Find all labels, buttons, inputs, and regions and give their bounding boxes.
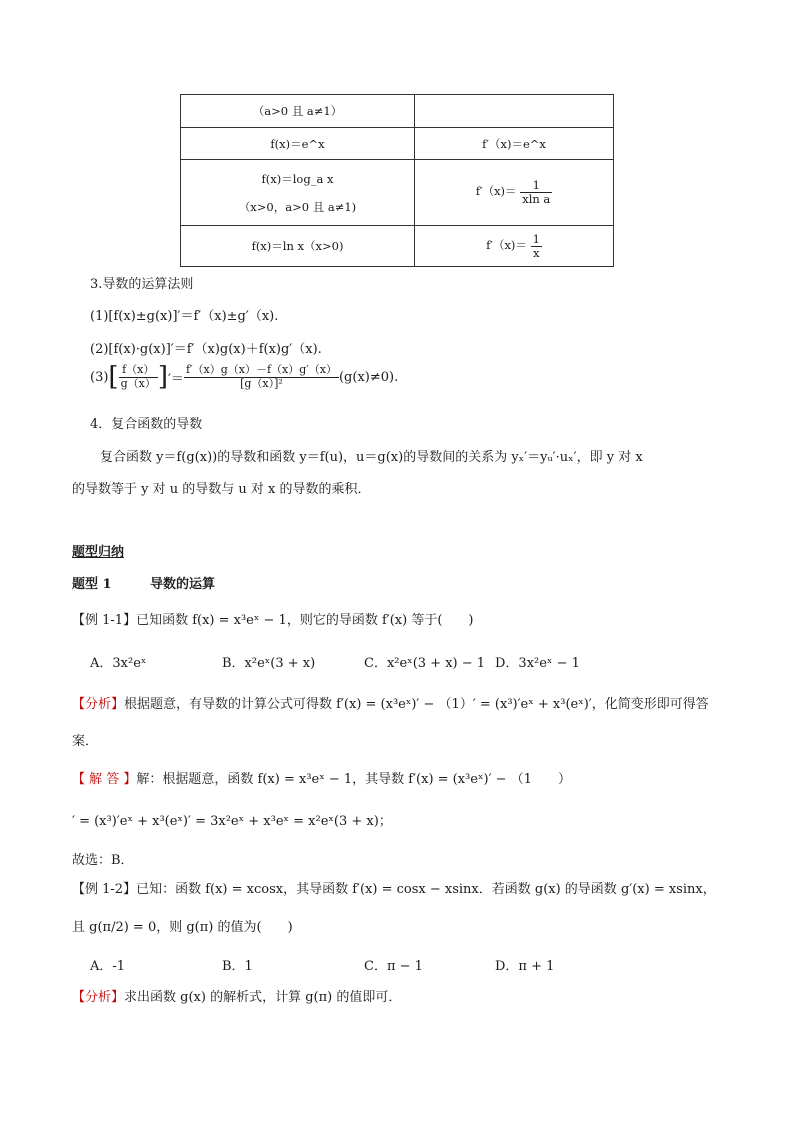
option-a: A．3x²eˣ xyxy=(90,656,147,671)
table-row xyxy=(181,128,614,160)
rule-prefix: (3) xyxy=(90,369,109,385)
fraction xyxy=(184,364,339,389)
fraction-numerator: f′（x）g（x）－f（x）g′（x） xyxy=(185,363,337,377)
option-b: B．1 xyxy=(222,959,253,974)
rule-sum: (1)[f(x)±g(x)]′＝f′（x)±g′（x). xyxy=(90,309,279,324)
type-label: 题型 1 xyxy=(72,577,112,592)
type-title: 导数的运算 xyxy=(150,577,216,592)
paragraph-line: 的导数等于 y 对 u 的导数与 u 对 x 的导数的乘积． xyxy=(72,482,371,497)
fraction-denominator: g（x） xyxy=(120,376,156,390)
fraction xyxy=(531,233,542,259)
rule-quotient xyxy=(90,362,398,392)
analysis xyxy=(72,693,709,712)
bracket-right: ] xyxy=(157,362,168,392)
formula-log-condition: （x>0，a>0 且 a≠1) xyxy=(238,199,357,214)
example-question-continuation: 且 g(π/2) = 0，则 g(π) 的值为( ) xyxy=(72,920,293,935)
analysis-text: 根据题意，有导数的计算公式可得数 f′(x) = (x³eˣ)′ − （1）′ = (x³)′eˣ + x³(eˣ)′，化简变形即可得答 xyxy=(124,697,709,712)
example-question: 【例 1-1】已知函数 f(x) = x³eˣ − 1，则它的导函数 f′(x) 等于( ) xyxy=(72,613,474,628)
table-cell: （a>0 且 a≠1） xyxy=(181,95,415,128)
answer-continuation: ′ = (x³)′eˣ + x³(eˣ)′ = 3x²eˣ + x³eˣ = x²eˣ(3 + x)； xyxy=(72,814,392,829)
rule-product: (2)[f(x)·g(x)]′＝f′（x)g(x)＋f(x)g′（x). xyxy=(90,342,322,357)
table-cell xyxy=(415,226,614,267)
fraction-numerator: 1 xyxy=(520,179,552,193)
section-heading: 4．复合函数的导数 xyxy=(90,417,203,432)
table-row xyxy=(181,226,614,267)
fraction-numerator: 1 xyxy=(532,231,540,246)
option-d: D．3x²eˣ − 1 xyxy=(495,656,580,671)
option-d: D．π + 1 xyxy=(495,959,555,974)
formula-log: f(x)＝log_a x xyxy=(261,171,334,186)
paragraph-line: 复合函数 y＝f(g(x))的导数和函数 y＝f(u)，u＝g(x)的导数间的关系为 yₓ′＝yᵤ′·uₓ′，即 y 对 x xyxy=(100,450,643,465)
analysis xyxy=(72,986,401,1005)
fraction-denominator: x xyxy=(532,245,540,260)
analysis-tag: 【分析】 xyxy=(72,697,125,712)
analysis-text: 求出函数 g(x) 的解析式，计算 g(π) 的值即可． xyxy=(124,990,402,1005)
formula-prefix: f′（x)＝ xyxy=(475,184,517,199)
table-cell: f(x)＝e^x xyxy=(181,128,415,160)
summary-title: 题型归纳 xyxy=(72,545,125,560)
section-heading: 3.导数的运算法则 xyxy=(90,277,194,292)
table-row xyxy=(181,95,614,128)
answer-tag: 【 解 答 】 xyxy=(72,772,137,787)
rule-suffix: (g(x)≠0). xyxy=(338,369,399,385)
table-cell: f(x)＝ln x（x>0) xyxy=(181,226,415,267)
answer-text: 解：根据题意，函数 f(x) = x³eˣ − 1，其导数 f′(x) = (x³eˣ)′ − （1 ） xyxy=(136,772,571,787)
analysis-continuation: 案． xyxy=(72,734,99,749)
table-row xyxy=(181,160,614,226)
fraction-denominator: xln a xyxy=(522,192,551,206)
fraction xyxy=(119,364,158,389)
answer-choice: 故选：B． xyxy=(72,853,134,868)
table-cell xyxy=(415,160,614,226)
fraction-numerator: f（x） xyxy=(119,364,158,377)
option-a: A．-1 xyxy=(90,959,126,974)
table-cell xyxy=(181,160,415,226)
option-c: C．x²eˣ(3 + x) − 1 xyxy=(364,656,486,671)
fraction xyxy=(520,179,552,205)
table-cell xyxy=(415,95,614,128)
bracket-left: [ xyxy=(108,362,119,392)
example-question: 【例 1-2】已知：函数 f(x) = xcosx，其导函数 f′(x) = cosx − xsinx．若函数 g(x) 的导函数 g′(x) = xsinx， xyxy=(72,882,716,897)
option-b: B．x²eˣ(3 + x) xyxy=(222,656,316,671)
answer xyxy=(72,768,571,787)
equals: ′＝ xyxy=(167,371,184,387)
fraction-denominator: [g（x）]² xyxy=(240,376,283,390)
analysis-tag: 【分析】 xyxy=(72,990,125,1005)
derivative-formula-table xyxy=(180,94,614,267)
formula-prefix: f′（x)＝ xyxy=(486,238,527,252)
option-c: C．π − 1 xyxy=(364,959,423,974)
table-cell: f′（x)＝e^x xyxy=(415,128,614,160)
